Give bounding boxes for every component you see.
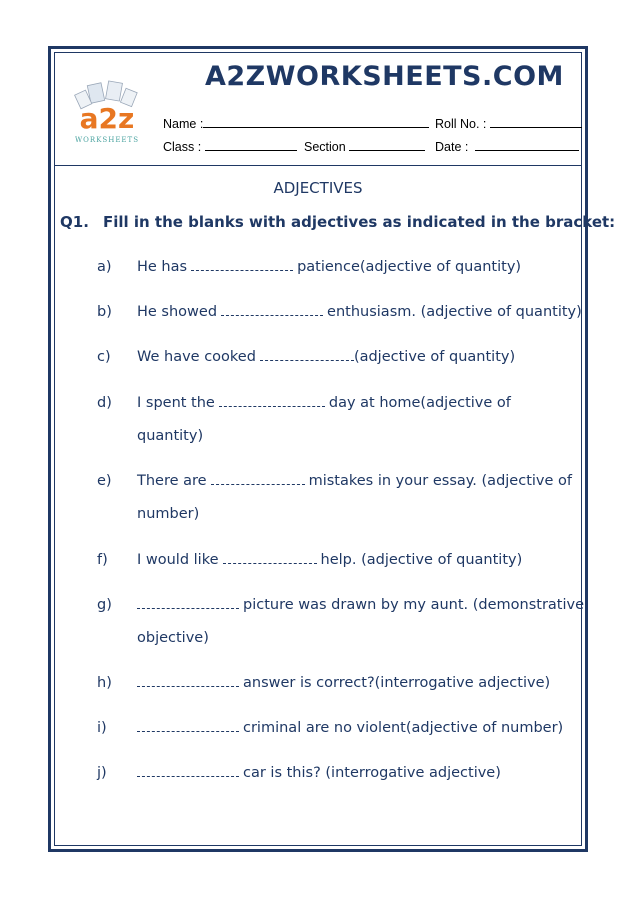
roll-no-field[interactable] (435, 117, 582, 131)
item-text-before: There are (137, 473, 207, 489)
section-field[interactable] (304, 140, 425, 154)
section-label: Section (304, 140, 346, 154)
item-text-after: (adjective of quantity) (353, 349, 516, 365)
date-line (475, 140, 579, 151)
item-label: i) (97, 720, 107, 736)
answer-blank[interactable] (137, 765, 239, 777)
item-label: g) (97, 597, 112, 613)
item-label: j) (97, 765, 107, 781)
item-text-after: picture was drawn by my aunt. (demonstrative (243, 597, 585, 613)
name-field[interactable] (163, 117, 429, 131)
item-text-after: help. (adjective of quantity) (320, 552, 523, 568)
item-text-before: He has (137, 259, 188, 275)
answer-blank[interactable] (211, 473, 305, 485)
item-text-before: I spent the (137, 395, 215, 411)
item-text-after: mistakes in your essay. (adjective of (308, 473, 572, 489)
item-label: f) (97, 552, 108, 568)
name-line (203, 117, 429, 128)
item-label: b) (97, 304, 112, 320)
date-label: Date : (435, 140, 469, 154)
item-label: a) (97, 259, 112, 275)
item-text-after: day at home(adjective of (328, 395, 511, 411)
item-text-after: answer is correct?(interrogative adjective) (243, 675, 551, 691)
name-label: Name : (163, 117, 204, 131)
section-line (349, 140, 425, 151)
item-label: e) (97, 473, 112, 489)
question-number: Q1. (60, 213, 89, 231)
item-label: h) (97, 675, 112, 691)
item-text-after: car is this? (interrogative adjective) (243, 765, 501, 781)
worksheet-frame (48, 46, 616, 852)
item-text-before: We have cooked (137, 349, 256, 365)
roll-no-label: Roll No. : (435, 117, 487, 131)
answer-blank[interactable] (137, 675, 239, 687)
item-text-after: criminal are no violent(adjective of number) (243, 720, 564, 736)
answer-blank[interactable] (221, 304, 323, 316)
class-line (205, 140, 297, 151)
item-text-before: I would like (137, 552, 219, 568)
a2z-logo (67, 78, 147, 158)
question-text: Fill in the blanks with adjectives as indicated in the bracket: (103, 213, 616, 231)
svg-text:a2z: a2z (79, 102, 135, 135)
item-text-continued: number) (137, 506, 200, 522)
svg-text:WORKSHEETS: WORKSHEETS (74, 136, 140, 144)
worksheet-heading: ADJECTIVES (273, 179, 363, 197)
answer-blank[interactable] (137, 597, 239, 609)
date-field[interactable] (435, 140, 579, 154)
roll-no-line (490, 117, 582, 128)
item-label: d) (97, 395, 112, 411)
worksheet-inner-border (54, 52, 616, 846)
item-text-continued: objective) (137, 630, 209, 646)
item-text-before: He showed (137, 304, 218, 320)
item-text-after: enthusiasm. (adjective of quantity) (327, 304, 582, 320)
item-text-after: patience(adjective of quantity) (297, 259, 522, 275)
answer-blank[interactable] (191, 259, 293, 271)
answer-blank[interactable] (137, 720, 239, 732)
answer-blank[interactable] (223, 552, 317, 564)
class-field[interactable] (163, 140, 297, 154)
answer-blank[interactable] (219, 395, 325, 407)
item-label: c) (97, 349, 111, 365)
answer-blank[interactable] (260, 349, 354, 361)
site-title: A2ZWORKSHEETS.COM (205, 61, 564, 92)
class-label: Class : (163, 140, 202, 154)
worksheet-header (55, 53, 581, 166)
item-text-continued: quantity) (137, 428, 204, 444)
